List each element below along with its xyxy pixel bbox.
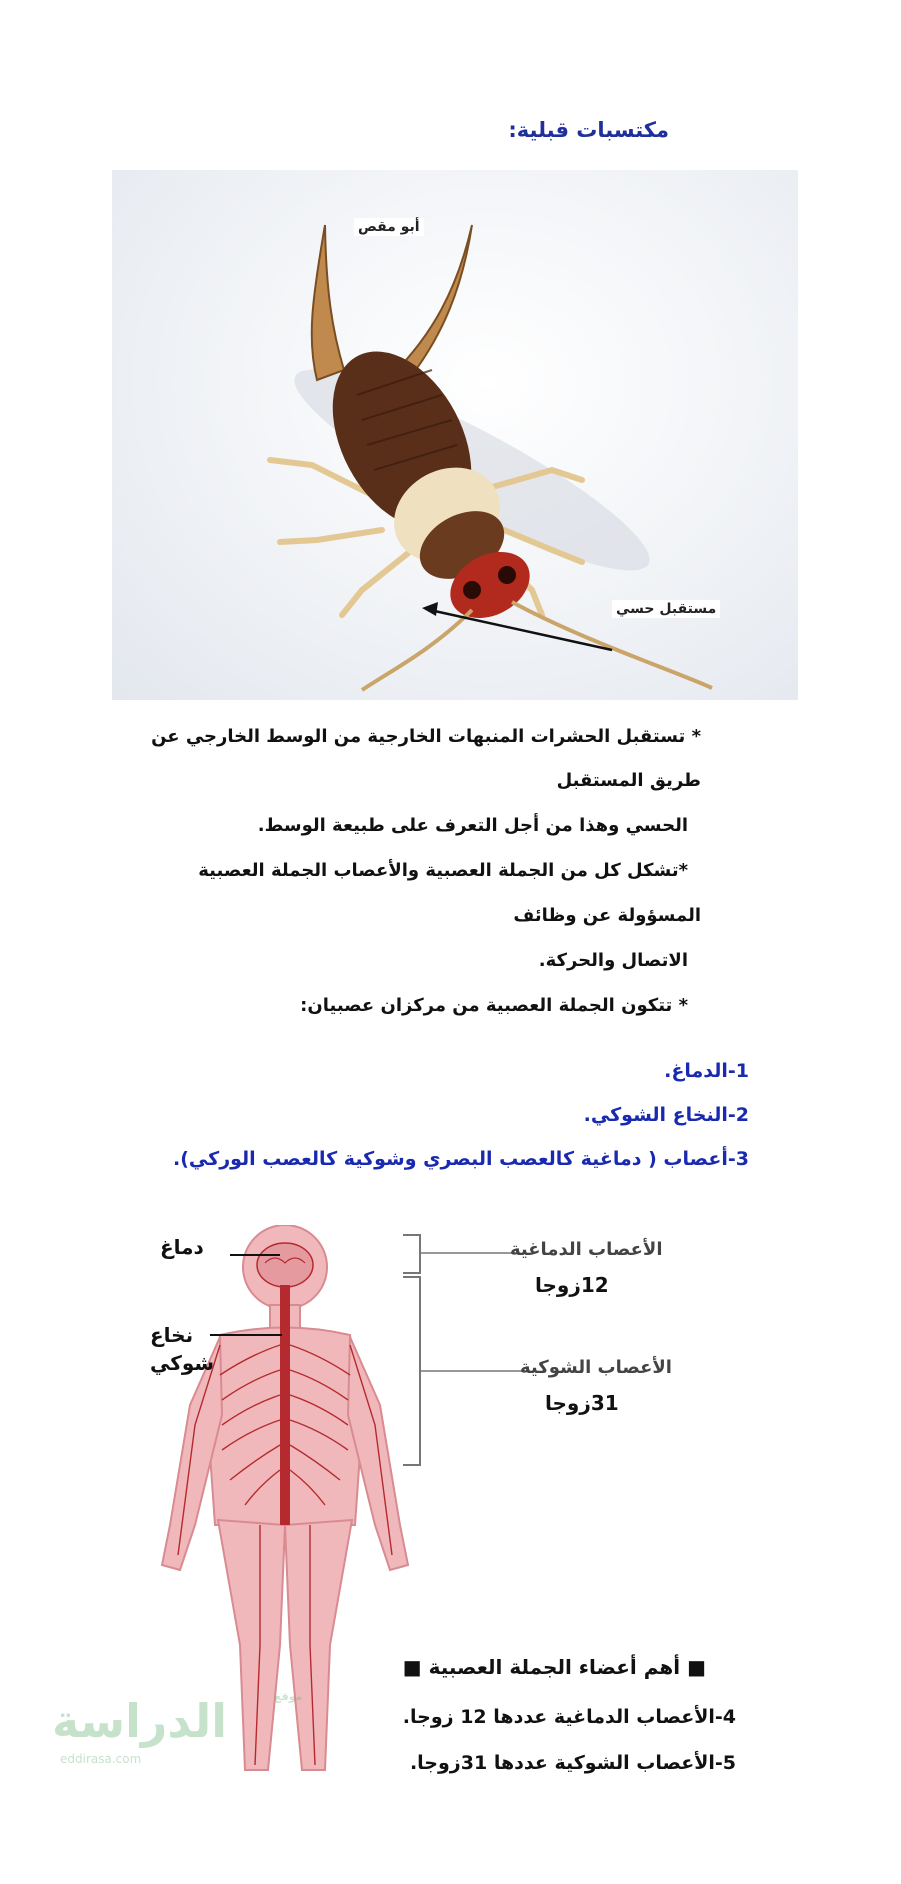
list-item-nerves: 3-أعصاب ( دماغية كالعصب البصري وشوكية كالعصب الوركي). [173,1148,749,1170]
para-line-1: * تستقبل الحشرات المنبهات الخارجية من الوسط الخارجي عن [151,726,701,747]
list-item-brain: 1-الدماغ. [664,1060,749,1082]
watermark-top: موقع [274,1690,303,1703]
para-line-4: *تشكل كل من الجملة العصبية والأعصاب الجملة العصبية [198,860,688,881]
list-item-spinal-count: 5-الأعصاب الشوكية عددها 31زوجا. [409,1752,736,1774]
label-brain: دماغ [160,1235,204,1259]
para-line-2: طريق المستقبل [556,770,701,791]
section-heading: مكتسبات قبلية: [508,118,669,142]
list-item-cranial-count: 4-الأعصاب الدماغية عددها 12 زوجا. [402,1706,736,1728]
label-spinal-count: 31زوجا [545,1391,619,1415]
earwig-illustration [112,170,798,700]
label-spinal-2: شوكي [150,1351,215,1375]
label-earwig: أبو مقص [354,218,424,236]
eddirasa-watermark [52,1690,322,1770]
watermark-url: eddirasa.com [60,1752,142,1766]
label-cranial-count: 12زوجا [535,1273,609,1297]
para-line-6: الاتصال والحركة. [538,950,688,971]
para-line-3: الحسي وهذا من أجل التعرف على طبيعة الوسط. [257,815,688,836]
para-line-7: * تتكون الجملة العصبية من مركزان عصبيان: [300,995,688,1016]
organs-title: ■ أهم أعضاء الجملة العصبية ■ [402,1655,706,1679]
label-spinal-1: نخاع [150,1323,194,1347]
list-item-spinal-cord: 2-النخاع الشوكي. [583,1104,749,1126]
label-cranial-nerves: الأعصاب الدماغية [510,1239,663,1260]
para-line-5: المسؤولة عن وظائف [513,905,701,926]
label-sensory-receptor: مستقبل حسي [612,600,720,618]
watermark-main: الدراسة [52,1694,227,1748]
earwig-photo [112,170,798,700]
label-spinal-nerves: الأعصاب الشوكية [520,1357,672,1378]
